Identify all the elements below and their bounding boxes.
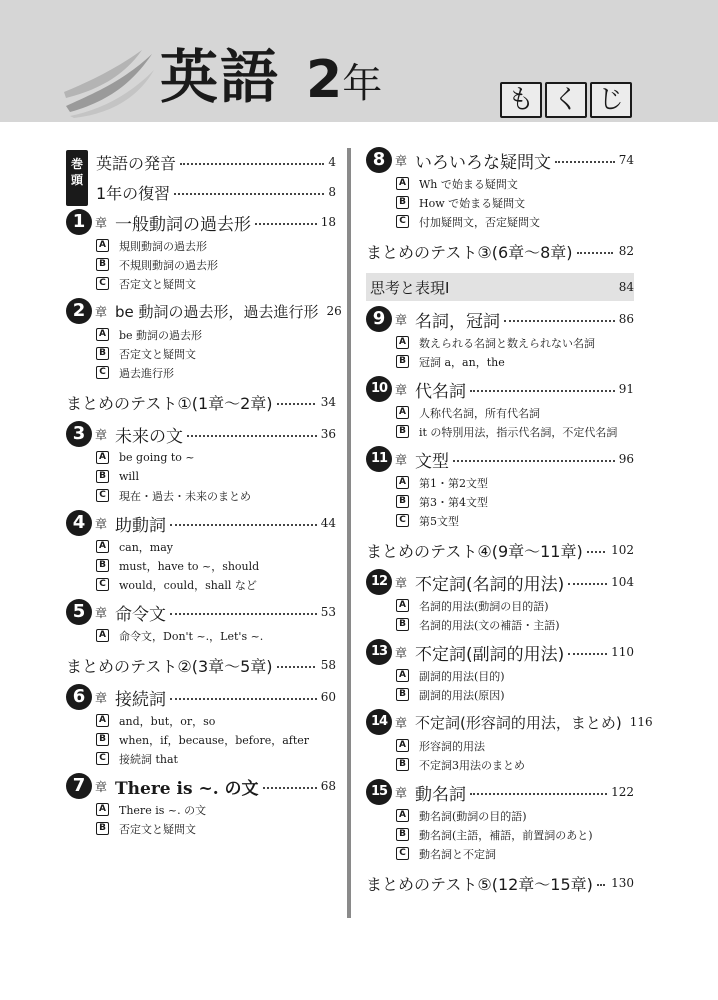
chapter-page: 36 [320,427,336,441]
chapter-number: 1 [66,209,92,235]
chapter-page: 110 [611,645,634,659]
section-item[interactable]: B 第3・第4文型 [366,492,634,511]
chapter-entry[interactable]: 7 章 There is ~. の文 68 [66,772,336,800]
section-item[interactable]: A 人称代名詞，所有代名詞 [366,403,634,422]
special-page: 84 [618,280,634,294]
chapter-entry[interactable]: 5 章 命令文 53 [66,598,336,626]
chapter-number: 11 [366,446,392,472]
chapter-page: 91 [618,382,634,396]
test-page: 34 [320,395,336,409]
chapter-number: 12 [366,569,392,595]
chapter-entry[interactable]: 10 章 代名詞 91 [366,375,634,403]
chapter-title: 代名詞 [415,381,467,402]
section-item[interactable]: C 付加疑問文，否定疑問文 [366,212,634,231]
chapter-title: 接続詞 [115,689,167,710]
section-item[interactable]: B when，if，because，before，after [66,730,336,749]
chapter-entry[interactable]: 3 章 未来の文 36 [66,420,336,448]
chapter-title: 一般動詞の過去形 [115,214,252,235]
section-item[interactable]: C 動名詞と不定詞 [366,844,634,863]
mokuji-char: も [500,82,542,118]
chapter-entry[interactable]: 1 章 一般動詞の過去形 18 [66,208,336,236]
toc-entry[interactable] [66,178,336,206]
section-item[interactable]: B 動名詞(主語，補語，前置詞のあと) [366,825,634,844]
section-item[interactable]: C 過去進行形 [66,363,336,382]
section-item[interactable]: A and，but，or，so [66,711,336,730]
chapter-title: 不定詞(副詞的用法) [415,644,565,665]
chapter-entry[interactable]: 15 章 動名詞 122 [366,778,634,806]
chapter-page: 86 [618,312,634,326]
chapter-entry[interactable]: 8 章 いろいろな疑問文 74 [366,146,634,174]
test-entry[interactable] [366,869,634,897]
chapter-title: 未来の文 [115,426,184,447]
toc-entry[interactable] [66,148,336,176]
book-grade [306,50,382,114]
section-item[interactable]: C would，could，shall など [66,575,336,594]
section-item[interactable]: A There is ~. の文 [66,800,336,819]
test-page: 82 [618,244,634,258]
section-item[interactable]: C 第5文型 [366,511,634,530]
chapter-page: 104 [611,575,634,589]
chapter-number: 8 [366,147,392,173]
chapter-entry[interactable]: 12 章 不定詞(名詞的用法) 104 [366,568,634,596]
test-page: 130 [611,876,634,890]
chapter-number: 9 [366,306,392,332]
section-item[interactable]: A 名詞的用法(動詞の目的語) [366,596,634,615]
grade-suffix: 年 [342,61,383,107]
book-title: 英語 [160,43,281,111]
chapter-page: 74 [618,153,634,167]
page-header [0,0,718,122]
test-page: 102 [611,543,634,557]
section-item[interactable]: A 副詞的用法(目的) [366,666,634,685]
special-title: 思考と表現Ⅰ [370,278,450,297]
chapter-page: 26 [326,304,342,318]
chapter-entry[interactable]: 13 章 不定詞(副詞的用法) 110 [366,638,634,666]
special-entry[interactable] [366,273,634,301]
section-item[interactable]: A 形容詞的用法 [366,736,634,755]
test-title: まとめのテスト②(3章～5章) [66,656,273,676]
section-item[interactable]: B it の特別用法，指示代名詞，不定代名詞 [366,422,634,441]
test-title: まとめのテスト③(6章～8章) [366,242,573,262]
section-item[interactable]: B will [66,467,336,486]
chapter-page: 96 [618,452,634,466]
section-item[interactable]: A Wh で始まる疑問文 [366,174,634,193]
section-item[interactable]: A can，may [66,537,336,556]
toc-right-column [366,146,653,897]
chapter-number: 15 [366,779,392,805]
entry-title: 英語の発音 [96,153,177,173]
intro-section [66,146,336,208]
column-divider [347,148,351,918]
chapter-title: 命令文 [115,604,167,625]
chapter-number: 14 [366,709,392,735]
chapter-number: 10 [366,376,392,402]
chapter-title: 動名詞 [415,784,467,805]
chapter-number: 3 [66,421,92,447]
grade-number: 2 [306,50,343,110]
swoosh-logo-icon [62,48,156,118]
section-item[interactable]: A 動名詞(動詞の目的語) [366,806,634,825]
chapter-entry[interactable]: 9 章 名詞，冠詞 86 [366,305,634,333]
chapter-entry[interactable]: 2 章 be 動詞の過去形，過去進行形 26 [66,297,336,325]
chapter-entry[interactable]: 11 章 文型 96 [366,445,634,473]
mokuji-char: く [545,82,587,118]
chapter-title: 不定詞(名詞的用法) [415,574,565,595]
section-item[interactable]: A 数えられる名詞と数えられない名詞 [366,333,634,352]
chapter-number: 6 [66,684,92,710]
chapter-page: 60 [320,690,336,704]
test-entry[interactable] [366,536,634,564]
section-item[interactable]: B 冠詞 a，an，the [366,352,634,371]
section-item[interactable]: B How で始まる疑問文 [366,193,634,212]
test-entry[interactable] [66,388,336,416]
chapter-title: 不定詞(形容詞的用法，まとめ) [415,713,622,732]
chapter-title: 文型 [415,451,450,472]
chapter-page: 116 [629,715,653,729]
section-item[interactable]: B 否定文と疑問文 [66,344,336,363]
section-item[interactable]: B 否定文と疑問文 [66,819,336,838]
mokuji-char: じ [590,82,632,118]
chapter-title: be 動詞の過去形，過去進行形 [115,302,319,321]
chapter-entry[interactable]: 14 章 不定詞(形容詞的用法，まとめ) 116 [366,708,634,736]
section-item[interactable]: A 規則動詞の過去形 [66,236,336,255]
chapter-entry[interactable]: 6 章 接続詞 60 [66,683,336,711]
entry-page: 8 [328,185,336,199]
chapter-title: 名詞，冠詞 [415,311,501,332]
section-item[interactable]: A be 動詞の過去形 [66,325,336,344]
test-title: まとめのテスト①(1章～2章) [66,393,273,413]
section-item[interactable]: C 否定文と疑問文 [66,274,336,293]
mokuji-label [500,82,632,118]
chapter-number: 7 [66,773,92,799]
entry-title: 1年の復習 [96,183,171,203]
test-entry[interactable] [66,651,336,679]
chapter-page: 44 [320,516,336,530]
chapter-page: 18 [320,215,336,229]
chapter-entry[interactable]: 4 章 助動詞 44 [66,509,336,537]
test-entry[interactable] [366,237,634,265]
toc-left-column [66,146,342,838]
chapter-number: 5 [66,599,92,625]
section-item[interactable]: C 現在・過去・未来のまとめ [66,486,336,505]
test-title: まとめのテスト④(9章～11章) [366,541,583,561]
section-item[interactable]: B 副詞的用法(原因) [366,685,634,704]
chapter-number: 2 [66,298,92,324]
chapter-page: 53 [320,605,336,619]
chapter-title: There is ~. の文 [115,778,259,799]
chapter-page: 68 [320,779,336,793]
section-item[interactable]: B must，have to ~，should [66,556,336,575]
intro-badge: 巻頭 [66,150,88,206]
chapter-title: 助動詞 [115,515,167,536]
entry-page: 4 [328,155,336,169]
chapter-number: 13 [366,639,392,665]
test-page: 58 [320,658,336,672]
test-title: まとめのテスト⑤(12章～15章) [366,874,593,894]
section-item[interactable]: B 不規則動詞の過去形 [66,255,336,274]
section-item[interactable]: B 名詞的用法(文の補語・主語) [366,615,634,634]
chapter-number: 4 [66,510,92,536]
section-item[interactable]: C 接続詞 that [66,749,336,768]
section-item[interactable]: A be going to ~ [66,448,336,467]
chapter-title: いろいろな疑問文 [415,152,552,173]
chapter-page: 122 [611,785,634,799]
section-item[interactable]: A 命令文，Don't ~.，Let's ~. [66,626,336,645]
section-item[interactable]: B 不定詞3用法のまとめ [366,755,634,774]
section-item[interactable]: A 第1・第2文型 [366,473,634,492]
